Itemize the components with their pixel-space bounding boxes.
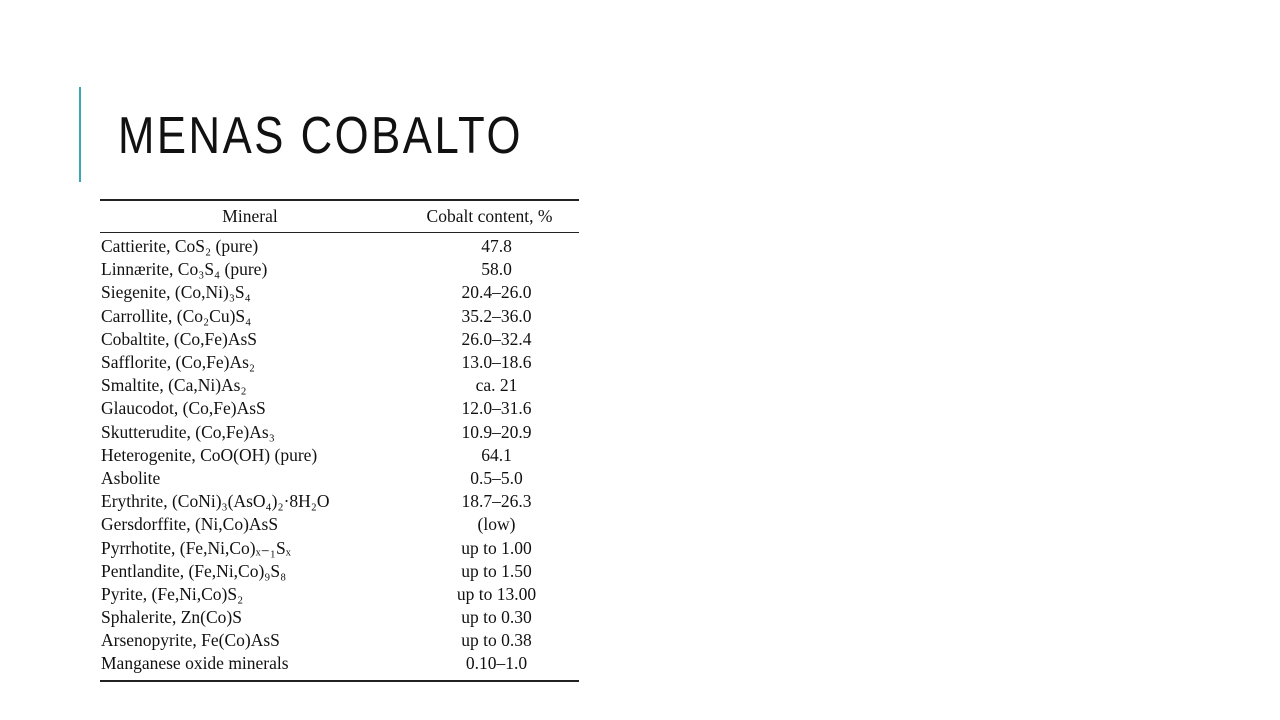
table-row: [100, 560, 579, 583]
table-row: [100, 583, 579, 606]
cobalt-content: 35.2–36.0: [461, 305, 532, 326]
mineral-name: Glaucodot, (Co,Fe)AsS: [101, 398, 266, 419]
table-row: [100, 258, 579, 281]
mineral-name: Sphalerite, Zn(Co)S: [101, 607, 242, 628]
header-cobalt-content: Cobalt content, %: [426, 206, 553, 226]
cobalt-content: 0.10–1.0: [465, 653, 528, 674]
cobalt-content: up to 0.30: [461, 607, 532, 628]
cobalt-content: up to 1.00: [461, 537, 532, 558]
cobalt-content: 12.0–31.6: [461, 398, 532, 419]
cobalt-content: (low): [477, 514, 516, 535]
cobalt-content: 18.7–26.3: [461, 491, 532, 512]
mineral-name: Pyrrhotite, (Fe,Ni,Co)ₓ₋₁Sₓ: [101, 537, 291, 558]
mineral-name: Pyrite, (Fe,Ni,Co)S₂: [101, 583, 244, 604]
cobalt-content: 0.5–5.0: [470, 467, 523, 488]
cobalt-content: 26.0–32.4: [461, 328, 532, 349]
table-row: [100, 536, 579, 559]
cobalt-content: 20.4–26.0: [461, 282, 532, 303]
mineral-name: Erythrite, (CoNi)₃(AsO₄)₂·8H₂O: [101, 491, 330, 512]
table-row: [100, 397, 579, 420]
cobalt-content: 64.1: [481, 444, 512, 465]
table-row: [100, 606, 579, 629]
cobalt-content: 58.0: [481, 259, 512, 280]
table-row: [100, 444, 579, 467]
table-row: [100, 328, 579, 351]
cobalt-content: up to 1.50: [461, 560, 532, 581]
mineral-name: Heterogenite, CoO(OH) (pure): [101, 444, 318, 465]
header-mineral: Mineral: [222, 206, 278, 226]
table-row: [100, 490, 579, 513]
mineral-name: Siegenite, (Co,Ni)₃S₄: [101, 282, 251, 303]
cobalt-content: up to 0.38: [461, 630, 532, 651]
mineral-name: Cobaltite, (Co,Fe)AsS: [101, 328, 258, 349]
table-row: [100, 351, 579, 374]
mineral-name: Gersdorffite, (Ni,Co)AsS: [101, 514, 279, 535]
table-header-row: [100, 200, 579, 233]
mineral-name: Asbolite: [101, 467, 161, 488]
mineral-name: Safflorite, (Co,Fe)As₂: [101, 352, 256, 373]
table-row: [100, 305, 579, 328]
mineral-name: Smaltite, (Ca,Ni)As₂: [101, 375, 247, 396]
table-row: [100, 629, 579, 652]
cobalt-content: 47.8: [481, 236, 512, 257]
mineral-name: Pentlandite, (Fe,Ni,Co)₉S₈: [101, 560, 287, 581]
cobalt-content: 13.0–18.6: [461, 352, 532, 373]
table-row: [100, 467, 579, 490]
table-row: [100, 374, 579, 397]
cobalt-content: ca. 21: [475, 375, 518, 396]
mineral-name: Arsenopyrite, Fe(Co)AsS: [101, 630, 280, 651]
cobalt-minerals-table: [100, 199, 579, 682]
mineral-name: Cattierite, CoS₂ (pure): [101, 236, 259, 257]
mineral-name: Linnærite, Co₃S₄ (pure): [101, 259, 268, 280]
mineral-name: Carrollite, (Co₂Cu)S₄: [101, 305, 252, 326]
mineral-name: Manganese oxide minerals: [101, 653, 289, 674]
title-accent-bar: [79, 87, 81, 182]
minerals-table: [100, 199, 579, 682]
table-row: [100, 652, 579, 680]
table-row: [100, 233, 579, 259]
mineral-name: Skutterudite, (Co,Fe)As₃: [101, 421, 275, 442]
cobalt-content: 10.9–20.9: [461, 421, 532, 442]
table-body: [100, 233, 579, 681]
table-row: [100, 421, 579, 444]
table-row: [100, 513, 579, 536]
cobalt-content: up to 13.00: [456, 583, 537, 604]
slide-title: MENAS COBALTO: [118, 107, 523, 165]
table-row: [100, 281, 579, 304]
